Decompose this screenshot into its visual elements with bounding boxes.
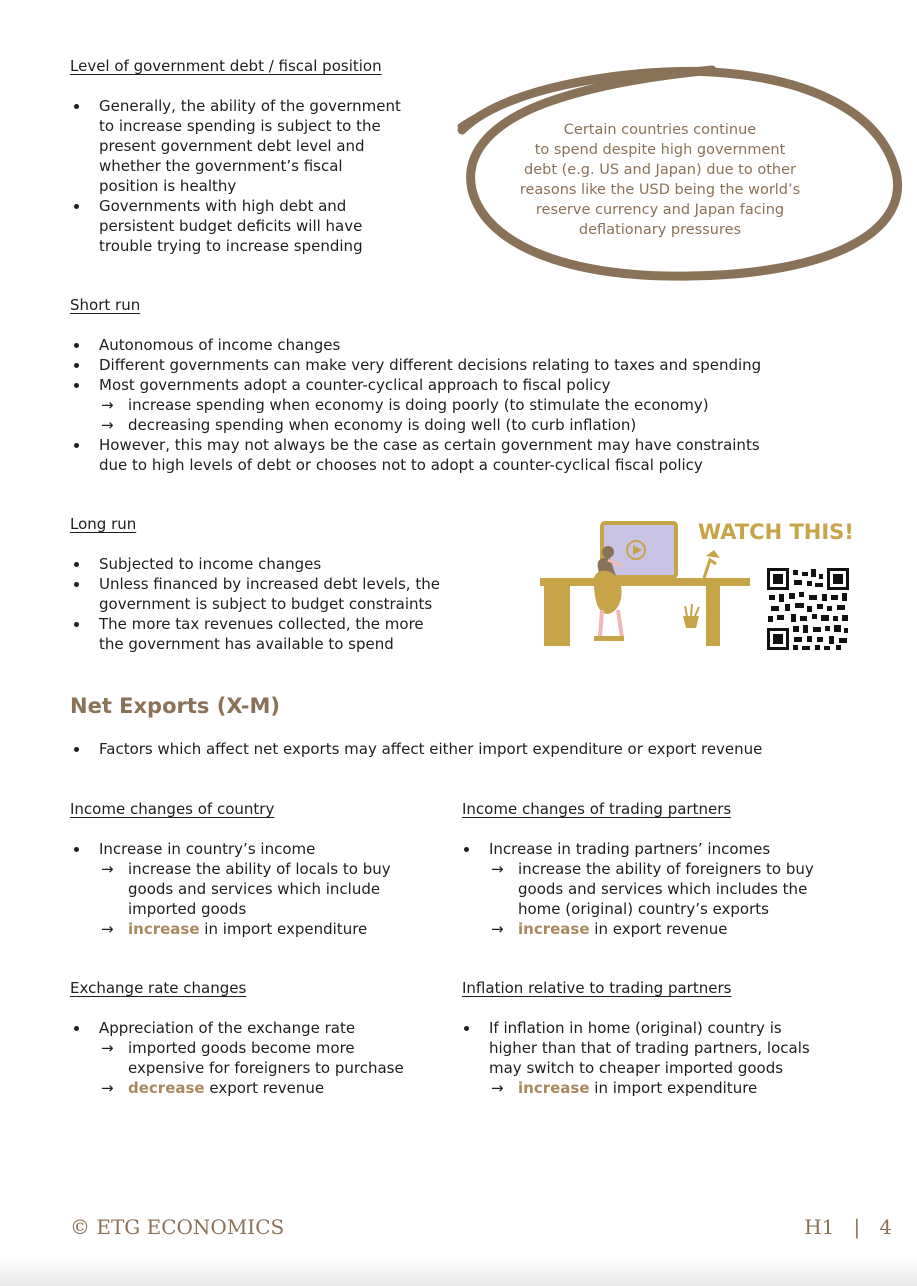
text-line: increase the ability of foreigners to buy <box>518 860 814 878</box>
text-line: whether the government’s fiscal <box>99 157 343 175</box>
text-line: However, this may not always be the case as certain government may have constraints <box>99 436 760 454</box>
sub-item <box>489 859 880 879</box>
text-line: Generally, the ability of the government <box>99 97 401 115</box>
net-exports-intro-list <box>70 739 890 759</box>
arrow-icon: → <box>101 1079 114 1097</box>
fiscal-bullet-list <box>70 96 440 256</box>
short-run-bullet-list <box>70 335 870 475</box>
text-line: in import expenditure <box>199 920 368 938</box>
text-line: Increase in trading partners’ incomes <box>489 840 771 858</box>
long-run-bullet-list <box>70 554 490 654</box>
list-item <box>70 839 450 939</box>
note-line: reasons like the USD being the world’s <box>519 182 801 198</box>
text-line: Subjected to income changes <box>99 555 322 573</box>
long-run-heading: Long run <box>70 515 137 533</box>
text-line: persistent budget deficits will have <box>99 217 363 235</box>
highlight-text: increase <box>128 920 200 938</box>
arrow-icon: → <box>101 1039 114 1057</box>
text-line: The more tax revenues collected, the more <box>99 615 424 633</box>
arrow-icon: → <box>101 860 114 878</box>
text-line: the government has available to spend <box>99 635 394 653</box>
exchange-heading: Exchange rate changes <box>70 979 247 997</box>
list-item <box>70 375 870 435</box>
highlight-text: decrease <box>128 1079 205 1097</box>
arrow-icon: → <box>491 1079 504 1097</box>
list-item <box>70 96 440 196</box>
highlight-text: increase <box>518 920 590 938</box>
text-line: Governments with high debt and <box>99 197 347 215</box>
sub-item <box>99 415 870 435</box>
text-line: Increase in country’s income <box>99 840 316 858</box>
sub-item <box>489 919 880 939</box>
fiscal-note <box>480 120 840 240</box>
text-line: government is subject to budget constraints <box>99 595 433 613</box>
sub-item <box>99 919 450 939</box>
list-item <box>70 196 440 256</box>
text-line: expensive for foreigners to purchase <box>128 1059 404 1077</box>
footer-brand: © ETG ECONOMICS <box>70 1215 285 1239</box>
text-line: present government debt level and <box>99 137 365 155</box>
text-line: to increase spending is subject to the <box>99 117 381 135</box>
text-line: imported goods become more <box>128 1039 355 1057</box>
arrow-icon: → <box>101 920 114 938</box>
income-partners-list <box>460 839 880 939</box>
income-partners-heading: Income changes of trading partners <box>462 800 732 818</box>
sub-item <box>489 1078 880 1098</box>
note-line: Certain countries continue <box>563 122 757 138</box>
note-line: reserve currency and Japan facing <box>535 202 785 218</box>
list-item <box>460 1018 880 1098</box>
text-line: trouble trying to increase spending <box>99 237 363 255</box>
list-item <box>70 574 490 614</box>
sub-item <box>99 395 870 415</box>
income-country-heading: Income changes of country <box>70 800 275 818</box>
text-line: due to high levels of debt or chooses not to adopt a counter-cyclical fiscal policy <box>99 456 703 474</box>
list-item <box>460 839 880 939</box>
list-item <box>70 355 870 375</box>
text-line: increase the ability of locals to buy <box>128 860 391 878</box>
net-exports-title: Net Exports (X-M) <box>70 694 281 718</box>
text-line: Different governments can make very different decisions relating to taxes and spending <box>99 356 762 374</box>
text-line: Factors which affect net exports may affect either import expenditure or export revenue <box>99 740 763 758</box>
page-bottom-shade <box>0 1256 917 1286</box>
arrow-icon: → <box>101 416 114 434</box>
watch-this-label: WATCH THIS! <box>698 520 854 544</box>
list-item <box>70 1018 450 1098</box>
highlight-text: increase <box>518 1079 590 1097</box>
text-line: increase spending when economy is doing poorly (to stimulate the economy) <box>128 396 709 414</box>
text-line: If inflation in home (original) country is <box>489 1019 782 1037</box>
text-line: export revenue <box>204 1079 325 1097</box>
text-line: may switch to cheaper imported goods <box>489 1059 784 1077</box>
fiscal-heading: Level of government debt / fiscal position <box>70 57 382 75</box>
list-item <box>70 554 490 574</box>
arrow-icon: → <box>491 860 504 878</box>
income-country-list <box>70 839 450 939</box>
text-line: goods and services which include <box>128 880 381 898</box>
qr-code-icon[interactable] <box>767 568 849 650</box>
inflation-heading: Inflation relative to trading partners <box>462 979 732 997</box>
list-item <box>70 739 890 759</box>
sub-item <box>99 859 450 879</box>
footer-page-number: H1 | 4 <box>804 1215 892 1239</box>
arrow-icon: → <box>101 396 114 414</box>
text-line: position is healthy <box>99 177 237 195</box>
note-line: debt (e.g. US and Japan) due to other <box>524 162 796 178</box>
text-line: goods and services which includes the <box>518 880 808 898</box>
list-item <box>70 435 870 475</box>
text-line: Appreciation of the exchange rate <box>99 1019 356 1037</box>
list-item <box>70 335 870 355</box>
text-line: in import expenditure <box>589 1079 758 1097</box>
short-run-heading: Short run <box>70 296 141 314</box>
text-line: imported goods <box>128 900 247 918</box>
text-line: Most governments adopt a counter-cyclical approach to fiscal policy <box>99 376 611 394</box>
note-line: deflationary pressures <box>578 222 742 238</box>
sub-item <box>99 1038 450 1058</box>
text-line: Autonomous of income changes <box>99 336 341 354</box>
text-line: Unless financed by increased debt levels, the <box>99 575 440 593</box>
arrow-icon: → <box>491 920 504 938</box>
inflation-list <box>460 1018 880 1098</box>
exchange-list <box>70 1018 450 1098</box>
text-line: higher than that of trading partners, locals <box>489 1039 810 1057</box>
sub-item <box>99 1078 450 1098</box>
text-line: home (original) country’s exports <box>518 900 769 918</box>
note-line: to spend despite high government <box>534 142 786 158</box>
list-item <box>70 614 490 654</box>
text-line: decreasing spending when economy is doing well (to curb inflation) <box>128 416 637 434</box>
text-line: in export revenue <box>589 920 728 938</box>
